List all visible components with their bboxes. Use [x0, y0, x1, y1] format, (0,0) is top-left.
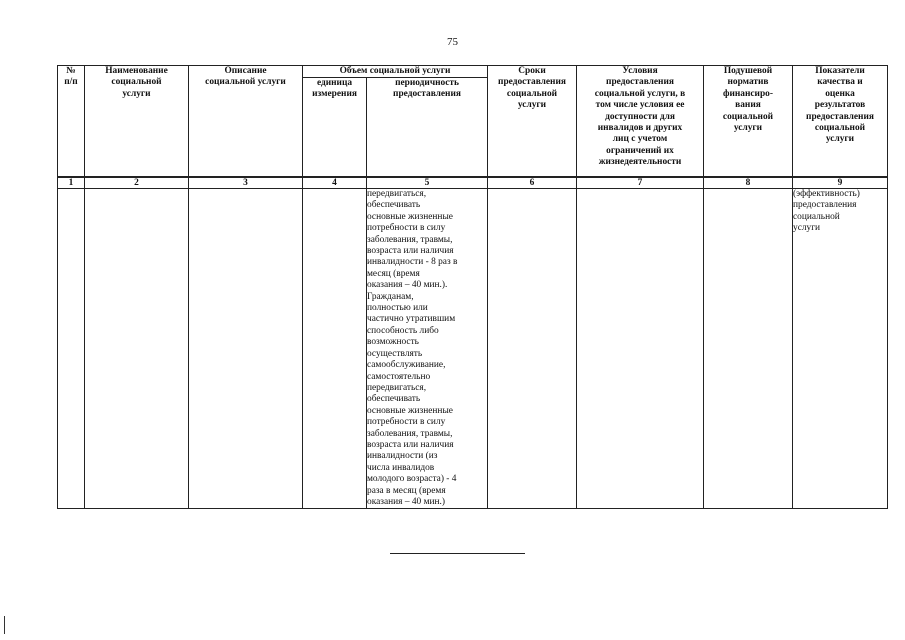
column-number: 9: [793, 177, 888, 189]
column-number: 6: [488, 177, 577, 189]
column-number: 3: [189, 177, 303, 189]
margin-mark: [4, 616, 5, 634]
cell-service-description: [189, 189, 303, 509]
header-service-volume: Объем социальной услуги: [303, 66, 488, 78]
cell-per-capita-standard: [704, 189, 793, 509]
cell-service-name: [85, 189, 189, 509]
column-number: 1: [58, 177, 85, 189]
table-row: [58, 189, 888, 509]
header-quality-indicators: Показатели качества и оценка результатов предоставления социальной услуги: [793, 66, 888, 178]
header-service-name: Наименование социальной услуги: [85, 66, 189, 178]
social-services-table: [57, 65, 888, 509]
column-number: 2: [85, 177, 189, 189]
header-per-capita-standard: Подушевой норматив финансиро- вания социальной услуги: [704, 66, 793, 178]
footnote-separator: [390, 553, 525, 554]
column-number: 4: [303, 177, 367, 189]
subheader-periodicity: периодичность предоставления: [367, 78, 488, 178]
cell-service-conditions: [577, 189, 704, 509]
header-service-conditions: Условия предоставления социальной услуги, в том числе условия ее доступности для инвалидов и других лиц с учетом ограничений их жизнедеятельности: [577, 66, 704, 178]
cell-number: [58, 189, 85, 509]
cell-service-terms: [488, 189, 577, 509]
header-row-top: [58, 66, 888, 78]
subheader-unit: единица измерения: [303, 78, 367, 178]
cell-periodicity: передвигаться, обеспечивать основные жизненные потребности в силу заболевания, травмы, возраста или наличия инвалидности - 8 раз в месяц (время оказания – 40 мин.). Гражданам, полностью или частично утратившим способность либо возможность осуществлять самообслуживание, самостоятельно передвигаться, обеспечивать основные жизненные потребности в силу заболевания, травмы, возраста или наличия инвалидности (из числа инвалидов молодого возраста) - 4 раза в месяц (время оказания – 40 мин.): [367, 189, 488, 509]
page-number: 75: [447, 36, 458, 48]
column-number: 7: [577, 177, 704, 189]
column-number: 5: [367, 177, 488, 189]
cell-unit: [303, 189, 367, 509]
header-service-terms: Сроки предоставления социальной услуги: [488, 66, 577, 178]
header-number: № п/п: [58, 66, 85, 178]
column-number: 8: [704, 177, 793, 189]
column-number-row: [58, 177, 888, 189]
cell-quality-indicators: (эффективность) предоставления социальной услуги: [793, 189, 888, 509]
header-service-description: Описание социальной услуги: [189, 66, 303, 178]
